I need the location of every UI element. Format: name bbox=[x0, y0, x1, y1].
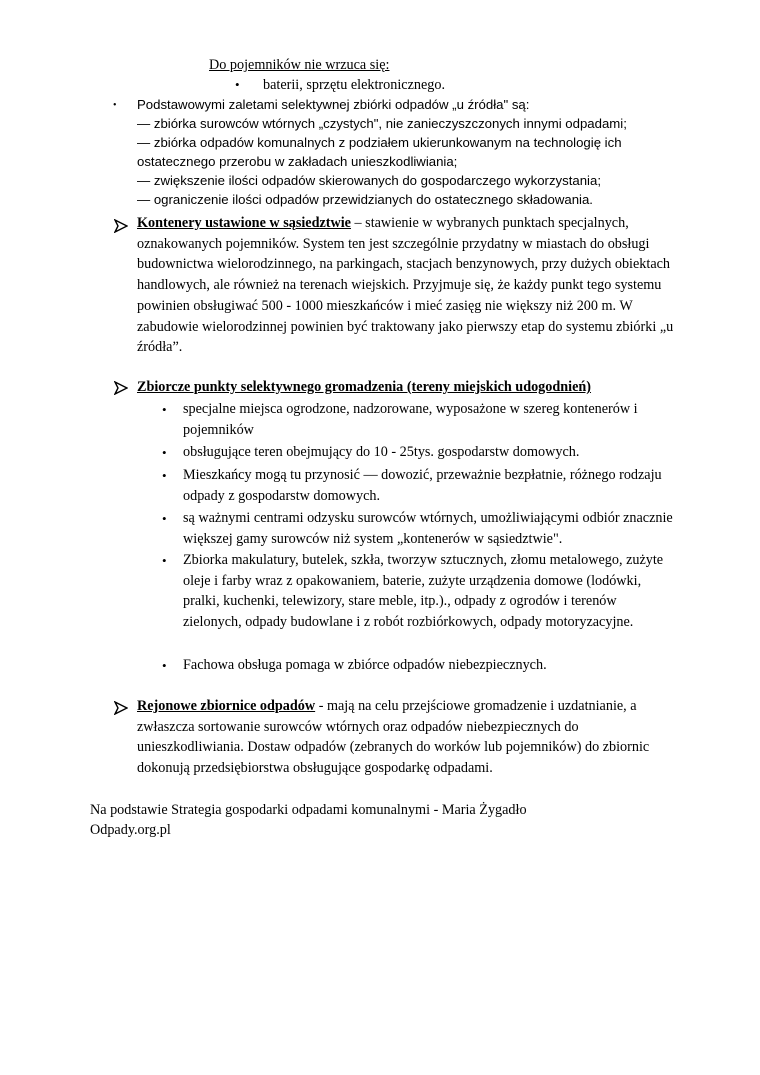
bullet-dot: • bbox=[162, 553, 167, 568]
bullet-dot: • bbox=[113, 100, 117, 111]
footer-source: Na podstawie Strategia gospodarki odpadami komunalnymi - Maria Żygadło bbox=[90, 802, 527, 818]
section-kontenery-text: – stawienie w wybranych punktach specjalnych, oznakowanych pojemników. System ten jest szczególnie przydatny w miastach do obsługi budownictwa wielorodzinnego, na parkingach, stacjach benzynowych, przy dużych obiektach handlowych, ale również na terenach wiejskich. Przyjmuje się, że każdy punkt tego systemu powinien obsługiwać 500 - 1000 mieszkańców i mieć zasięg nie większy niż 200 m. W zabudowie wielorodzinnej powinien być traktowany jako pierwszy etap do systemu zbiórki „u źródła”. bbox=[137, 215, 674, 356]
footer-site: Odpady.org.pl bbox=[90, 822, 171, 838]
bullet-dot: • bbox=[162, 658, 167, 673]
zbiorcze-bullet: są ważnymi centrami odzysku surowców wtórnych, umożliwiającymi odbiór znacznie większej gamy surowców niż system „kontenerów w sąsiedztwie". bbox=[183, 510, 673, 547]
advantages-item: ostatecznego przerobu w zakładach unieszkodliwiania; bbox=[137, 154, 458, 169]
section-kontenery-title: Kontenery ustawione w sąsiedztwie bbox=[137, 215, 351, 231]
advantages-lead: Podstawowymi zaletami selektywnej zbiórki odpadów „u źródła" są: bbox=[137, 97, 530, 112]
intro-heading: Do pojemników nie wrzuca się: bbox=[209, 57, 390, 73]
advantages-item: — ograniczenie ilości odpadów przewidzianych do ostatecznego składowania. bbox=[137, 192, 593, 207]
advantages-item: — zbiórka surowców wtórnych „czystych", nie zanieczyszczonych innymi odpadami; bbox=[137, 116, 627, 131]
zbiorcze-bullet: Mieszkańcy mogą tu przynosić — dowozić, przeważnie bezpłatnie, różnego rodzaju odpady z gospodarstw domowych. bbox=[183, 467, 662, 504]
advantages-item: — zbiórka odpadów komunalnych z podziałem ukierunkowanym na technologię ich bbox=[137, 135, 622, 150]
arrowhead-bullet-icon bbox=[114, 381, 128, 395]
advantages-item: — zwiększenie ilości odpadów skierowanych do gospodarczego wykorzystania; bbox=[137, 173, 601, 188]
bullet-dot: • bbox=[162, 511, 167, 526]
intro-item: baterii, sprzętu elektronicznego. bbox=[263, 77, 445, 93]
zbiorcze-bullet: Zbiorka makulatury, butelek, szkła, tworzyw sztucznych, złomu metalowego, zużyte oleje i farby wraz z opakowaniem, baterie, zużyte urządzenia domowe (lodówki, pralki, kuchenki, telewizory, stare meble, itp.)., odpady z ogrodów i terenów zielonych, odpady budowlane i z robót rozbiórkowych, odpady motoryzacyjne. bbox=[183, 552, 664, 631]
bullet-dot: • bbox=[162, 402, 167, 417]
bullet-dot: • bbox=[162, 468, 167, 483]
section-rejonowe-title: Rejonowe zbiornice odpadów bbox=[137, 698, 316, 714]
arrowhead-bullet-icon bbox=[114, 219, 128, 233]
section-rejonowe bbox=[137, 696, 677, 779]
zbiorcze-bullet: specjalne miejsca ogrodzone, nadzorowane, wyposażone w szereg kontenerów i pojemników bbox=[183, 401, 638, 438]
bullet-dot: • bbox=[235, 77, 240, 92]
section-zbiorcze-title: Zbiorcze punkty selektywnego gromadzenia (tereny miejskich udogodnień) bbox=[137, 379, 592, 395]
bullet-dot: • bbox=[162, 445, 167, 460]
zbiorcze-bullet: Fachowa obsługa pomaga w zbiórce odpadów niebezpiecznych. bbox=[183, 657, 547, 673]
arrowhead-bullet-icon bbox=[114, 701, 128, 715]
section-rejonowe-text: - mają na celu przejściowe gromadzenie i uzdatnianie, a zwłaszcza sortowanie surowców wtórnych oraz odpadów niebezpiecznych do unieszkodliwiania. Dostaw odpadów (zebranych do worków lub pojemników) do zbiornic dokonują przedsiębiorstwa obsługujące gospodarkę odpadami. bbox=[137, 698, 650, 777]
section-kontenery bbox=[137, 213, 677, 358]
zbiorcze-bullet: obsługujące teren obejmujący do 10 - 25tys. gospodarstw domowych. bbox=[183, 444, 580, 460]
